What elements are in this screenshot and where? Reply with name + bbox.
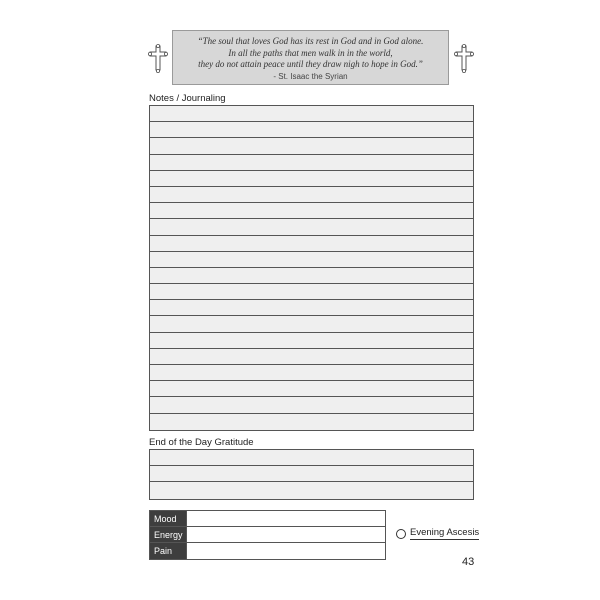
writing-line[interactable]	[150, 414, 473, 430]
tracker-cell-mood[interactable]	[186, 511, 385, 526]
writing-line[interactable]	[150, 268, 473, 284]
checkbox-circle-icon[interactable]	[396, 529, 406, 539]
writing-line[interactable]	[150, 236, 473, 252]
writing-line[interactable]	[150, 381, 473, 397]
evening-ascesis-label: Evening Ascesis	[410, 527, 480, 538]
writing-line[interactable]	[150, 171, 473, 187]
evening-ascesis[interactable]	[396, 527, 479, 540]
writing-line[interactable]	[150, 106, 473, 122]
writing-line[interactable]	[150, 349, 473, 365]
writing-line[interactable]	[150, 300, 473, 316]
writing-line[interactable]	[150, 333, 473, 349]
quote-line-3: they do not attain peace until they draw nigh to hope in God.”	[198, 59, 423, 69]
writing-line[interactable]	[150, 466, 473, 482]
tracker-cell-energy[interactable]	[186, 527, 385, 542]
cross-icon	[453, 44, 475, 74]
tracker-label-mood: Mood	[150, 511, 186, 526]
writing-line[interactable]	[150, 316, 473, 332]
writing-line[interactable]	[150, 155, 473, 171]
tracker-row-energy	[150, 527, 385, 543]
writing-line[interactable]	[150, 397, 473, 413]
writing-line[interactable]	[150, 122, 473, 138]
writing-line[interactable]	[150, 203, 473, 219]
notes-label: Notes / Journaling	[149, 93, 226, 104]
gratitude-lines[interactable]	[149, 449, 474, 500]
notes-lines[interactable]	[149, 105, 474, 431]
writing-line[interactable]	[150, 219, 473, 235]
writing-line[interactable]	[150, 284, 473, 300]
quote-line-1: “The soul that loves God has its rest in God and in God alone.	[197, 36, 424, 46]
quote-box	[172, 30, 449, 85]
tracker-table	[149, 510, 386, 560]
tracker-row-mood	[150, 511, 385, 527]
tracker-row-pain	[150, 543, 385, 559]
writing-line[interactable]	[150, 450, 473, 466]
tracker-label-pain: Pain	[150, 543, 186, 559]
tracker-cell-pain[interactable]	[186, 543, 385, 559]
page-number: 43	[462, 556, 475, 568]
quote-line-2: In all the paths that men walk in in the world,	[228, 47, 393, 58]
cross-icon	[147, 44, 169, 74]
tracker-label-energy: Energy	[150, 527, 186, 542]
writing-line[interactable]	[150, 187, 473, 203]
writing-line[interactable]	[150, 365, 473, 381]
gratitude-label: End of the Day Gratitude	[149, 437, 254, 448]
writing-line[interactable]	[150, 252, 473, 268]
writing-line[interactable]	[150, 138, 473, 154]
writing-line[interactable]	[150, 482, 473, 498]
quote-attribution: - St. Isaac the Syrian	[273, 71, 348, 81]
